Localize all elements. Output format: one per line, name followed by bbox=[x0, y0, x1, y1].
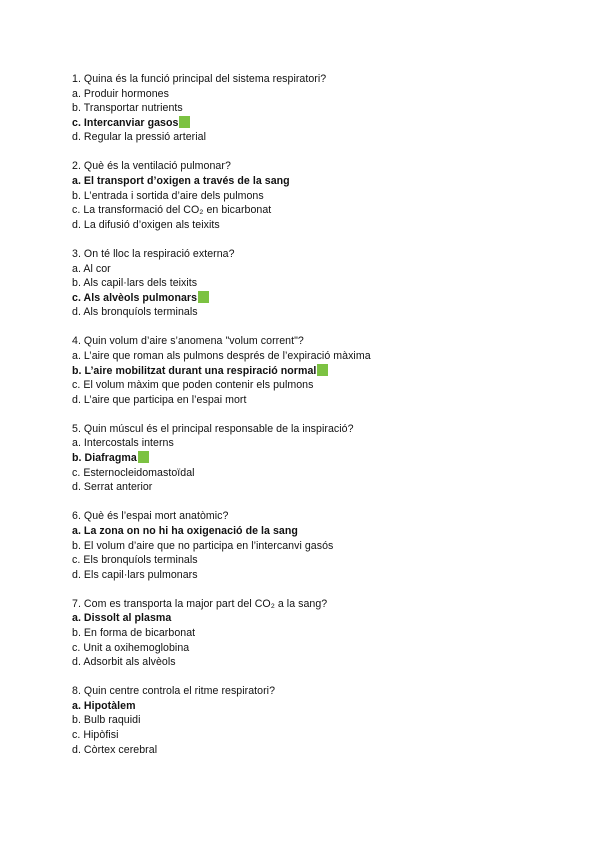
correct-answer-marker-icon bbox=[138, 451, 149, 463]
answer-text: b. En forma de bicarbonat bbox=[72, 627, 196, 639]
answer-option bbox=[72, 713, 572, 728]
answer-option bbox=[72, 568, 572, 583]
answer-text: b. Transportar nutrients bbox=[72, 102, 183, 115]
answer-text: a. La zona on no hi ha oxigenació de la sang bbox=[72, 524, 298, 537]
answer-text: a. L’aire que roman als pulmons després de l’expiració màxima bbox=[72, 350, 371, 362]
correct-answer-marker-icon bbox=[317, 364, 328, 376]
answer-text: b. Bulb raquidi bbox=[72, 714, 141, 727]
answer-option bbox=[72, 393, 572, 408]
answer-option bbox=[72, 305, 572, 320]
answer-option bbox=[72, 189, 572, 204]
question-text: 6. Què és l’espai mort anatòmic? bbox=[72, 510, 229, 523]
question-text: 7. Com es transporta la major part del CO₂ a la sang? bbox=[72, 597, 328, 610]
answer-text: d. Còrtex cerebral bbox=[72, 743, 158, 756]
answer-option bbox=[72, 349, 572, 364]
answer-text: c. Intercanviar gasos bbox=[72, 116, 179, 129]
answer-text: c. Als alvèols pulmonars bbox=[72, 291, 198, 304]
answer-text: d. Serrat anterior bbox=[72, 481, 153, 494]
answer-option-highlighted bbox=[72, 611, 572, 626]
question-1 bbox=[72, 72, 572, 145]
correct-answer-marker-icon bbox=[179, 116, 190, 128]
answer-option bbox=[72, 626, 572, 641]
answer-text: c. Unit a oxihemoglobina bbox=[72, 641, 190, 654]
answer-text: d. L’aire que participa en l’espai mort bbox=[72, 393, 247, 406]
answer-text: d. Als bronquíols terminals bbox=[72, 306, 198, 319]
answer-option bbox=[72, 655, 572, 670]
answer-text: c. Hipòfisi bbox=[72, 729, 119, 742]
answer-option bbox=[72, 262, 572, 277]
answer-option bbox=[72, 276, 572, 291]
answer-text: a. Dissolt al plasma bbox=[72, 612, 172, 625]
answer-text: d. La difusió d’oxigen als teixits bbox=[72, 218, 220, 231]
answer-text: b. El volum d’aire que no participa en l’intercanvi gasós bbox=[72, 539, 334, 552]
question-6 bbox=[72, 509, 572, 582]
question-2 bbox=[72, 159, 572, 232]
answer-text: b. L’aire mobilitzat durant una respiració normal bbox=[72, 364, 317, 377]
question-text: 5. Quin múscul és el principal responsable de la inspiració? bbox=[72, 422, 354, 435]
answer-option bbox=[72, 87, 572, 102]
question-5 bbox=[72, 422, 572, 495]
answer-text: a. Hipotàlem bbox=[72, 699, 136, 712]
answer-option bbox=[72, 436, 572, 451]
answer-option bbox=[72, 728, 572, 743]
answer-option bbox=[72, 553, 572, 568]
answer-option-highlighted bbox=[72, 524, 572, 539]
question-text: 1. Quina és la funció principal del sistema respiratori? bbox=[72, 73, 327, 85]
answer-option bbox=[72, 539, 572, 554]
answer-option-highlighted bbox=[72, 174, 572, 189]
answer-text: b. Diafragma bbox=[72, 452, 137, 465]
answer-option-highlighted bbox=[72, 451, 572, 466]
answer-option bbox=[72, 101, 572, 116]
answer-option bbox=[72, 203, 572, 218]
question-8 bbox=[72, 684, 572, 757]
answer-option-highlighted bbox=[72, 291, 572, 306]
answer-option bbox=[72, 130, 572, 145]
answer-text: d. Els capil·lars pulmonars bbox=[72, 568, 198, 581]
question-text: 8. Quin centre controla el ritme respiratori? bbox=[72, 685, 276, 698]
answer-text: c. El volum màxim que poden contenir els pulmons bbox=[72, 379, 314, 392]
answer-text: b. L’entrada i sortida d’aire dels pulmons bbox=[72, 189, 264, 202]
question-7 bbox=[72, 597, 572, 670]
answer-option bbox=[72, 480, 572, 495]
question-text: 2. Què és la ventilació pulmonar? bbox=[72, 160, 231, 173]
answer-text: a. Intercostals interns bbox=[72, 437, 174, 450]
answer-option bbox=[72, 218, 572, 233]
answer-text: c. Esternocleidomastoïdal bbox=[72, 466, 195, 479]
answer-option bbox=[72, 743, 572, 758]
quiz-document bbox=[72, 72, 572, 772]
answer-option-highlighted bbox=[72, 699, 572, 714]
question-text: 3. On té lloc la respiració externa? bbox=[72, 247, 235, 260]
question-3 bbox=[72, 247, 572, 320]
answer-text: c. Els bronquíols terminals bbox=[72, 554, 198, 567]
question-4 bbox=[72, 334, 572, 407]
answer-text: d. Regular la pressió arterial bbox=[72, 131, 206, 144]
answer-text: a. El transport d’oxigen a través de la sang bbox=[72, 175, 290, 188]
answer-option bbox=[72, 466, 572, 481]
answer-option bbox=[72, 378, 572, 393]
question-text: 4. Quin volum d’aire s’anomena "volum corrent"? bbox=[72, 335, 304, 348]
answer-option-highlighted bbox=[72, 116, 572, 131]
answer-text: b. Als capil·lars dels teixits bbox=[72, 277, 198, 290]
answer-text: c. La transformació del CO₂ en bicarbonat bbox=[72, 204, 272, 217]
answer-option-highlighted bbox=[72, 364, 572, 379]
correct-answer-marker-icon bbox=[198, 291, 209, 303]
answer-text: a. Produir hormones bbox=[72, 87, 169, 100]
answer-option bbox=[72, 641, 572, 656]
answer-text: a. Al cor bbox=[72, 262, 111, 275]
answer-text: d. Adsorbit als alvèols bbox=[72, 656, 176, 669]
